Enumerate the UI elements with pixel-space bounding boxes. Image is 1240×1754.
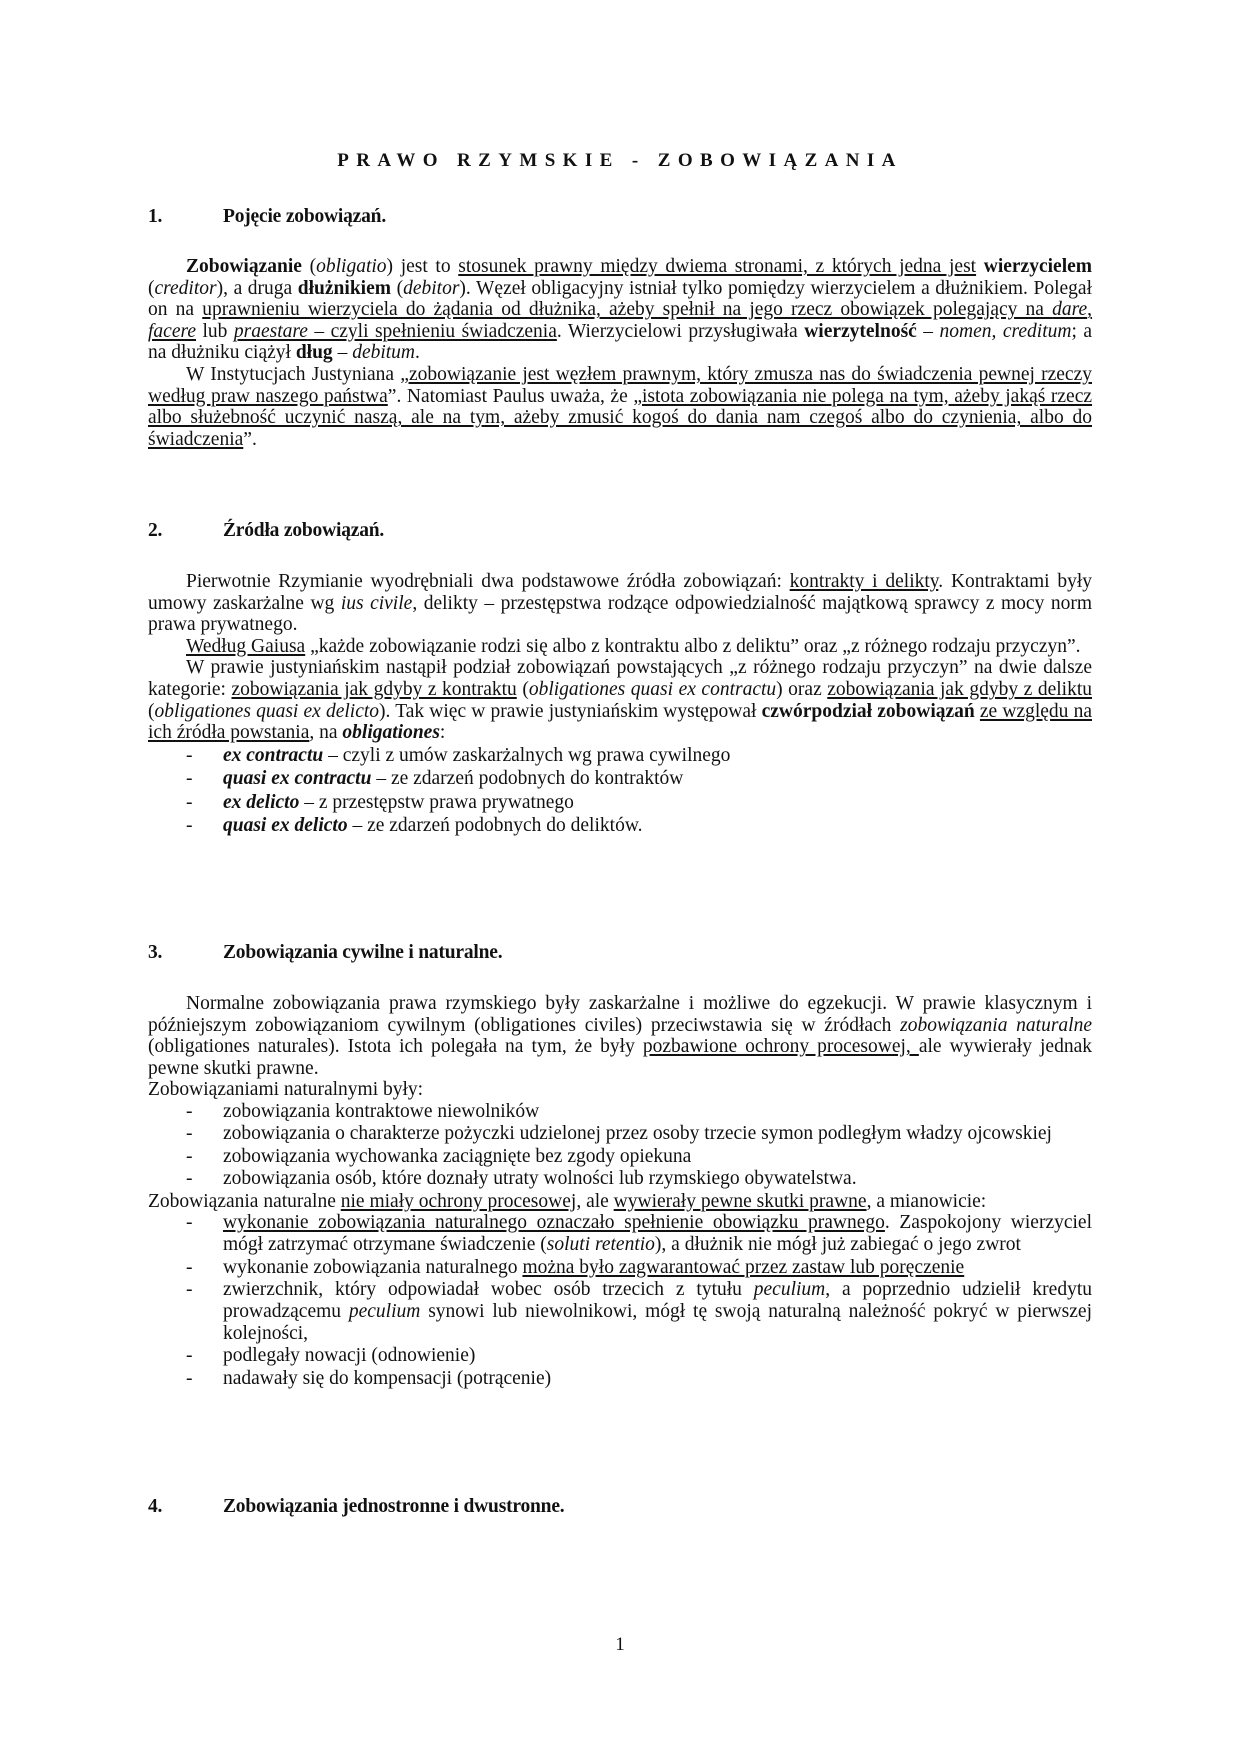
section-1-body <box>148 256 1092 450</box>
latin-term: debitor <box>403 277 460 299</box>
latin-term: debitum <box>352 342 416 364</box>
latin-term: ius civile <box>340 592 413 614</box>
underlined-text: uprawnieniu wierzyciela do żądania od dłużnika, ażeby spełnił na jego rzecz obowiązek polegający na <box>202 299 1053 321</box>
section-2-body <box>148 571 1092 838</box>
underlined-text: pozbawione ochrony procesowej, <box>642 1036 919 1058</box>
list-item: - wykonanie zobowiązania naturalnego oznaczało spełnienie obowiązku prawnego. Zaspokojony wierzyciel mógł zatrzymać otrzymane świadczenie (soluti retentio), a dłużnik nie mógł już zabiegać o jego zwrot <box>148 1212 1092 1256</box>
latin-term: praestare <box>233 320 308 342</box>
list-item: - quasi ex contractu – ze zdarzeń podobnych do kontraktów <box>148 767 1092 791</box>
underlined-text: nie miały ochrony procesowej <box>340 1190 577 1212</box>
paragraph: W Instytucjach Justyniana „zobowiązanie jest węzłem prawnym, który zmusza nas do świadczenia pewnej rzeczy według praw naszego państwa”. Natomiast Paulus uważa, że „istota zobowiązania nie polega na tym, ażeby jakąś rzecz albo służebność uczynić naszą, ale na tym, ażeby zmusić kogoś do dania nam czegoś albo do czynienia, albo do świadczenia”. <box>148 363 1093 450</box>
paragraph: W prawie justyniańskim nastąpił podział zobowiązań powstających „z różnego rodzaju przyczyn” na dwie dalsze kategorie: zobowiązania jak gdyby z kontraktu (obligationes quasi ex contractu) oraz zobowiązania jak gdyby z deliktu (obligationes quasi ex delicto). Tak więc w prawie justyniańskim występował czwórpodział zobowiązań ze względu na ich źródła powstania, na obligationes: <box>148 657 1092 744</box>
section-title: Zobowiązania cywilne i naturalne. <box>223 942 503 963</box>
term: dłużnikiem <box>297 277 391 299</box>
underlined-text: zobowiązania jak gdyby z deliktu <box>827 678 1092 700</box>
underlined-text: ze względu na ich źródła powstania <box>148 700 1092 744</box>
underlined-text: Według Gaiusa <box>186 635 306 657</box>
list-item: - podlegały nowacji (odnowienie) <box>148 1345 1092 1367</box>
list-item: - wykonanie zobowiązania naturalnego można było zagwarantować przez zastaw lub poręczenie <box>148 1257 1092 1279</box>
underlined-text: wywierały pewne skutki prawne <box>613 1190 867 1212</box>
list-item: - nadawały się do kompensacji (potrącenie) <box>148 1368 1092 1390</box>
list-item: - ex delicto – z przestępstw prawa prywatnego <box>148 791 1092 815</box>
section-title: Źródła zobowiązań. <box>223 520 385 541</box>
latin-term: obligationes quasi ex contractu <box>528 678 777 700</box>
natural-obligations-list <box>148 1101 1092 1191</box>
latin-term: quasi ex contractu <box>223 768 372 790</box>
latin-term: peculium <box>753 1278 826 1300</box>
legal-effects-list <box>148 1212 1092 1390</box>
latin-term: zobowiązania naturalne <box>900 1014 1092 1036</box>
paragraph: Normalne zobowiązania prawa rzymskiego były zaskarżalne i możliwe do egzekucji. W prawie klasycznym i późniejszym zobowiązaniom cywilnym (obligationes civiles) przeciwstawia się w źródłach zobowiązania naturalne (obligationes naturales). Istota ich polegała na tym, że były pozbawione ochrony procesowej, ale wywierały jednak pewne skutki prawne. <box>148 993 1092 1079</box>
paragraph: Zobowiązaniami naturalnymi były: <box>148 1079 424 1101</box>
latin-term: peculium <box>348 1301 421 1322</box>
list-item: - zobowiązania wychowanka zaciągnięte bez zgody opiekuna <box>148 1146 1092 1168</box>
underlined-text: można było zagwarantować przez zastaw lub poręczenie <box>522 1256 965 1278</box>
latin-term: ex contractu <box>223 744 324 766</box>
term: dług <box>295 342 333 364</box>
list-item: - zwierzchnik, który odpowiadał wobec osób trzecich z tytułu peculium, a poprzednio udzielił kredytu prowadzącemu peculium synowi lub niewolnikowi, mógł tę swoją naturalną należność pokryć w pierwszej kolejności, <box>148 1279 1092 1346</box>
latin-term: obligatio <box>316 256 387 277</box>
underlined-text: – czyli spełnieniu świadczenia <box>307 320 557 342</box>
list-item: - ex contractu – czyli z umów zaskarżalnych wg prawa cywilnego <box>148 744 1092 768</box>
section-1-heading <box>148 206 386 228</box>
document-title: PRAWO RZYMSKIE - ZOBOWIĄZANIA <box>337 150 903 171</box>
latin-term: facere <box>148 320 196 342</box>
list-item: - zobowiązania kontraktowe niewolników <box>148 1101 1092 1123</box>
term: czwórpodział zobowiązań <box>761 700 975 722</box>
quote: „istota zobowiązania nie polega na tym, ażeby jakąś rzecz albo służebność uczynić naszą, ale na tym, ażeby zmusić kogoś do dania nam czegoś albo do czynienia, albo do świadczenia <box>148 385 1093 450</box>
underlined-text: stosunek prawny między dwiema stronami, z których jedna jest <box>458 256 977 277</box>
page-number: 1 <box>615 1634 625 1655</box>
underlined-text: zobowiązania jak gdyby z kontraktu <box>231 678 517 700</box>
section-number: 2. <box>148 520 163 541</box>
paragraph: Zobowiązania naturalne nie miały ochrony procesowej, ale wywierały pewne skutki prawne, a mianowicie: <box>148 1190 987 1212</box>
section-title: Zobowiązania jednostronne i dwustronne. <box>223 1496 565 1517</box>
section-title: Pojęcie zobowiązań. <box>223 206 386 227</box>
term: wierzycielem <box>983 256 1093 277</box>
latin-term: creditor <box>154 277 217 299</box>
underlined-text: wykonanie zobowiązania naturalnego oznaczało spełnienie obowiązku prawnego <box>223 1212 885 1234</box>
list-item: - zobowiązania osób, które doznały utraty wolności lub rzymskiego obywatelstwa. <box>148 1168 1092 1190</box>
latin-term: soluti retentio <box>546 1234 655 1256</box>
section-2-heading <box>148 520 384 542</box>
section-number: 4. <box>148 1496 163 1517</box>
paragraph: Według Gaiusa „każde zobowiązanie rodzi się albo z kontraktu albo z deliktu” oraz „z różnego rodzaju przyczyn”. <box>186 635 1081 657</box>
latin-term: ex delicto <box>223 791 300 813</box>
section-4-heading <box>148 1496 564 1518</box>
latin-term: quasi ex delicto <box>223 815 348 837</box>
latin-term: nomen, creditum <box>939 320 1072 342</box>
section-3-body <box>148 993 1092 1390</box>
underlined-text: kontrakty i delikty <box>789 571 939 592</box>
paragraph: Zobowiązanie (obligatio) jest to stosunek prawny między dwiema stronami, z których jedna jest wierzycielem (creditor), a druga dłużnikiem (debitor). Węzeł obligacyjny istniał tylko pomiędzy wierzycielem a dłużnikiem. Polegał on na uprawnieniu wierzyciela do żądania od dłużnika, ażeby spełnił na jego rzecz obowiązek polegający na dare, facere lub praestare – czyli spełnieniu świadczenia. Wierzycielowi przysługiwała wierzytelność – nomen, creditum; a na dłużniku ciążył dług – debitum. <box>148 256 1093 364</box>
term: Zobowiązanie <box>186 256 302 277</box>
quote: „zobowiązanie jest węzłem prawnym, który zmusza nas do świadczenia pewnej rzeczy według praw naszego państwa <box>148 363 1092 407</box>
term: wierzytelność <box>804 320 917 342</box>
latin-term: obligationes <box>342 722 440 744</box>
obligation-sources-list <box>148 744 1092 838</box>
section-3-heading <box>148 942 502 964</box>
latin-term: dare <box>1052 299 1088 321</box>
section-number: 3. <box>148 942 163 963</box>
section-number: 1. <box>148 206 163 227</box>
list-item: - zobowiązania o charakterze pożyczki udzielonej przez osoby trzecie symon podległym władzy ojcowskiej <box>148 1123 1092 1145</box>
list-item: - quasi ex delicto – ze zdarzeń podobnych do deliktów. <box>148 814 1092 838</box>
latin-term: obligationes quasi ex delicto <box>154 700 380 722</box>
paragraph: Pierwotnie Rzymianie wyodrębniali dwa podstawowe źródła zobowiązań: kontrakty i delikty. Kontraktami były umowy zaskarżalne wg ius civile, delikty – przestępstwa rodzące odpowiedzialność majątkową sprawcy z mocy norm prawa prywatnego. <box>148 571 1092 636</box>
